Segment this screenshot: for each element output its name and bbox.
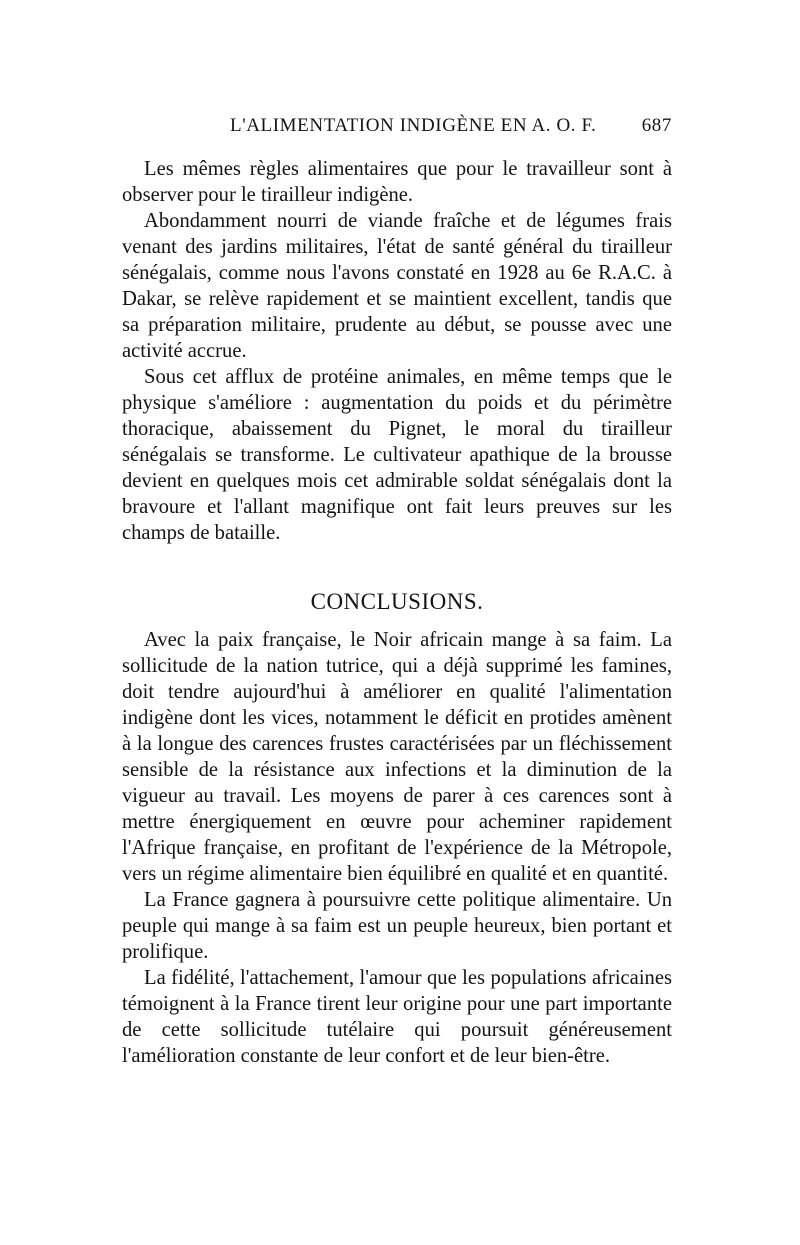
running-title: L'ALIMENTATION INDIGÈNE EN A. O. F. <box>230 115 597 136</box>
body-text-conclusions <box>122 627 672 1069</box>
paragraph-5: La France gagnera à poursuivre cette politique alimentaire. Un peuple qui mange à sa faim est un peuple heureux, bien portant et prolifique. <box>122 889 672 963</box>
paragraph-4: Avec la paix française, le Noir africain mange à sa faim. La sollicitude de la nation tutrice, qui a déjà supprimé les famines, doit tendre aujourd'hui à améliorer en qualité l'alimentation indigène dont les vices, notamment le déficit en protides amènent à la longue des carences frustes caractérisées par un fléchissement sensible de la résistance aux infections et la diminution de la vigueur au travail. Les moyens de parer à ces carences sont à mettre énergiquement en œuvre pour acheminer rapidement l'Afrique française, en profitant de l'expérience de la Métropole, vers un régime alimentaire bien équilibré en qualité et en quantité. <box>122 629 672 885</box>
paragraph-6: La fidélité, l'attachement, l'amour que les populations africaines témoignent à la France tirent leur origine pour une part importante de cette sollicitude tutélaire qui poursuit généreusement l'amélioration constante de leur confort et de leur bien-être. <box>122 967 672 1067</box>
page-number: 687 <box>641 115 672 136</box>
running-header <box>138 114 672 138</box>
paragraph-3: Sous cet afflux de protéine animales, en même temps que le physique s'améliore : augmentation du poids et du périmètre thoracique, abaissement du Pignet, le moral du tirailleur sénégalais se transforme. Le cultivateur apathique de la brousse devient en quelques mois cet admirable soldat sénégalais dont la bravoure et l'allant magnifique ont fait leurs preuves sur les champs de bataille. <box>122 366 672 544</box>
paragraph-1: Les mêmes règles alimentaires que pour le travailleur sont à observer pour le tirailleur indigène. <box>122 158 672 206</box>
paragraph-2: Abondamment nourri de viande fraîche et de légumes frais venant des jardins militaires, l'état de santé général du tirailleur sénégalais, comme nous l'avons constaté en 1928 au 6e R.A.C. à Dakar, se relève rapidement et se maintient excellent, tandis que sa préparation militaire, prudente au début, se pousse avec une activité accrue. <box>122 210 672 362</box>
section-heading-conclusions: CONCLUSIONS. <box>310 589 484 614</box>
body-text-before-heading <box>122 156 672 546</box>
